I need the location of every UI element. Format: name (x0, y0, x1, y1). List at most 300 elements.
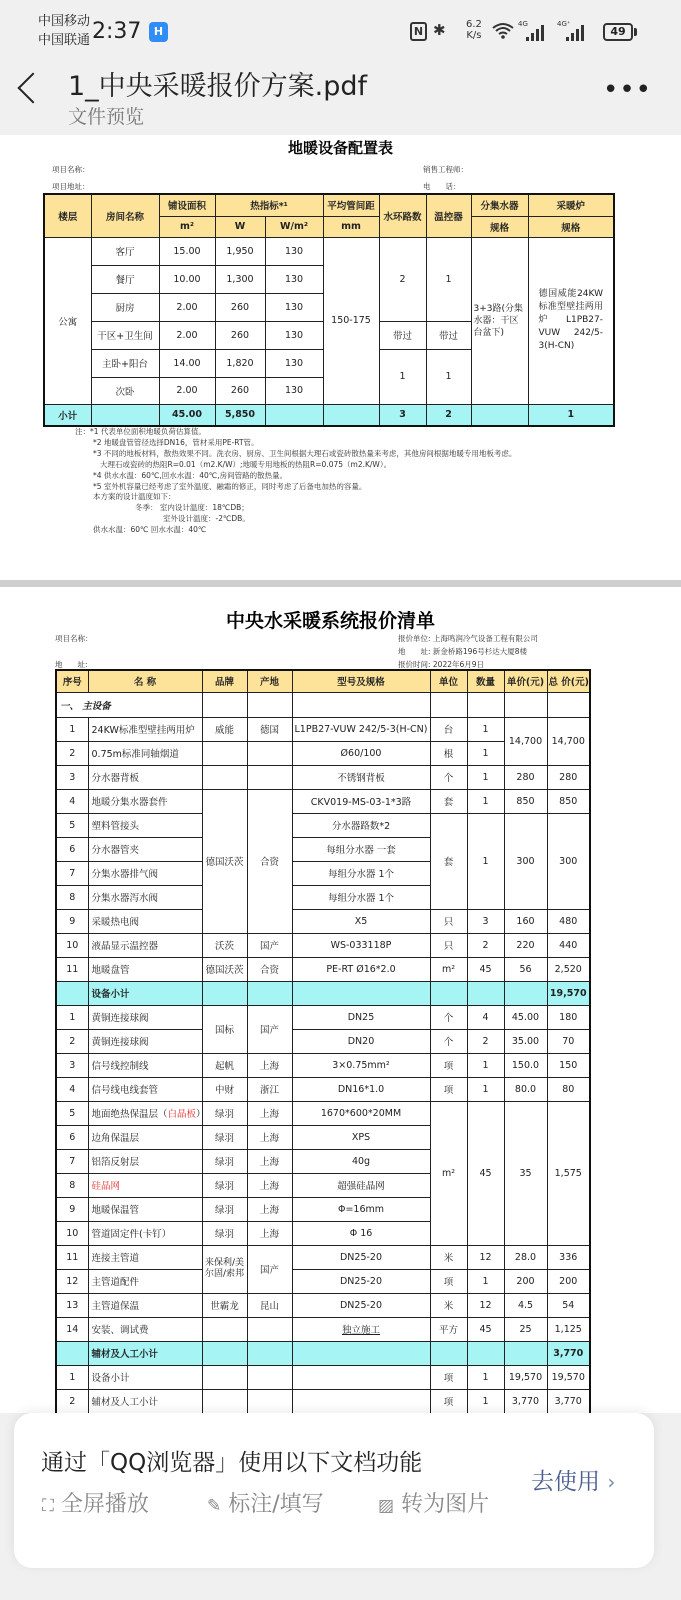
empty-cell (471, 404, 528, 426)
header-manifold: 分集水器 (471, 194, 528, 216)
item-price: 45.00 (504, 1005, 547, 1029)
item-model: DN20 (292, 1029, 430, 1053)
item-price: 160 (504, 909, 547, 933)
network-speed (466, 19, 482, 41)
item-model: DN25-20 (292, 1269, 430, 1293)
empty-cell (247, 981, 292, 1005)
item-no: 7 (56, 1149, 88, 1173)
aux-subtotal-value: 3,770 (547, 1341, 590, 1365)
loops-group-2: 带过 (379, 321, 426, 349)
item-model: Φ=16mm (292, 1197, 430, 1221)
room-watts: 260 (215, 377, 265, 404)
item-origin: 上海 (247, 1197, 292, 1221)
item-name: 地暖分集水器套件 (88, 789, 202, 813)
group-brand: 德国沃茨 (202, 789, 247, 933)
item-name: 信号线控制线 (88, 1053, 202, 1077)
group-brand: 来保利/美尔固/索邦 (202, 1245, 247, 1293)
table-row (56, 717, 590, 741)
item-total: 3,770 (547, 1389, 590, 1413)
item-unit: 米 (430, 1245, 467, 1269)
table-row (56, 1029, 590, 1053)
file-title: 1_中央采暖报价方案.pdf (68, 71, 368, 102)
note-line: 室外设计温度：-2℃DB。 (163, 514, 250, 524)
item-total: 150 (547, 1053, 590, 1077)
nfc-icon: N (410, 22, 427, 41)
fullscreen-icon: ⛶ (42, 1496, 54, 1516)
room-watts: 260 (215, 293, 265, 321)
item-origin: 国产 (247, 933, 292, 957)
feature-to-image[interactable] (378, 1487, 489, 1518)
signal-icon-sim2 (566, 24, 590, 41)
item-origin: 上海 (247, 1125, 292, 1149)
item-no: 11 (56, 1245, 88, 1269)
table-row (56, 957, 590, 981)
subtotal-loops: 3 (379, 404, 426, 426)
section-row (56, 692, 590, 717)
table-row (56, 1317, 590, 1341)
battery-indicator (603, 23, 633, 41)
item-no: 8 (56, 885, 88, 909)
header-area-unit: m² (159, 216, 215, 237)
item-no: 8 (56, 1173, 88, 1197)
empty-cell (504, 981, 547, 1005)
room-area: 2.00 (159, 293, 215, 321)
empty-cell (467, 1341, 504, 1365)
feature-label: 标注/填写 (228, 1492, 324, 1517)
room-watts: 1,950 (215, 237, 265, 265)
header-brand: 品牌 (202, 670, 247, 692)
item-price: 220 (504, 933, 547, 957)
item-no: 6 (56, 1125, 88, 1149)
item-name: 连接主管道 (88, 1245, 202, 1269)
group-qty: 45 (467, 1101, 504, 1245)
item-unit: 台 (430, 717, 467, 741)
address-label: 地 址: (55, 660, 88, 669)
item-brand: 起帆 (202, 1053, 247, 1077)
item-model: 不锈钢背板 (292, 765, 430, 789)
item-name: 安装、调试费 (88, 1317, 202, 1341)
item-qty: 1 (467, 789, 504, 813)
group-origin: 合资 (247, 789, 292, 933)
item-brand: 绿羽 (202, 1173, 247, 1197)
battery-level: 49 (610, 25, 626, 38)
empty-cell (202, 981, 247, 1005)
loops-group-1: 2 (379, 237, 426, 321)
item-brand (202, 765, 247, 789)
item-total: 180 (547, 1005, 590, 1029)
go-use-button[interactable] (531, 1463, 615, 1496)
project-name-label: 项目名称： (52, 165, 90, 174)
group-origin: 国产 (247, 1245, 292, 1293)
item-origin: 合资 (247, 957, 292, 981)
subtotal-thermostat: 2 (426, 404, 471, 426)
item-unit: 只 (430, 909, 467, 933)
item-name: 采暖热电阀 (88, 909, 202, 933)
item-name: 信号线电线套管 (88, 1077, 202, 1101)
empty-cell (467, 692, 504, 717)
room-wm2: 130 (265, 321, 323, 349)
item-no: 13 (56, 1293, 88, 1317)
page2-title: 中央水采暖系统报价清单 (225, 610, 435, 632)
speed-unit: K/s (466, 30, 482, 41)
empty-cell (265, 404, 323, 426)
promo-title: 通过「QQ浏览器」使用以下文档功能 (41, 1450, 423, 1476)
note-line: 注：*1 代表单位面积地暖负荷估算值。 (75, 427, 206, 436)
empty-cell (323, 404, 379, 426)
project-name-label-2: 项目名称： (55, 634, 93, 643)
item-no: 5 (56, 1101, 88, 1125)
item-no: 12 (56, 1269, 88, 1293)
item-qty: 12 (467, 1293, 504, 1317)
empty-cell (56, 981, 88, 1005)
subtotal-area: 45.00 (159, 404, 215, 426)
item-qty: 1 (467, 1389, 504, 1413)
item-total: 1,125 (547, 1317, 590, 1341)
header-manifold-spec: 规格 (471, 216, 528, 237)
quotation-table (55, 669, 591, 1438)
item-price: 56 (504, 957, 547, 981)
item-no: 10 (56, 933, 88, 957)
item-qty: 1 (467, 1053, 504, 1077)
item-origin: 上海 (247, 1149, 292, 1173)
note-line: *3 不同的地板材料，散热效果不同。洗衣房、厨房、卫生间根据大理石或瓷砖散热量来考虑，其他房间根据地暖专用地板考虑。 (93, 448, 517, 458)
table-row (56, 909, 590, 933)
equipment-subtotal-label: 设备小计 (88, 981, 202, 1005)
item-no: 11 (56, 957, 88, 981)
go-use-label: 去使用 (531, 1469, 600, 1495)
item-qty: 1 (467, 765, 504, 789)
item-unit: 个 (430, 1005, 467, 1029)
item-unit: 项 (430, 1365, 467, 1389)
header-loops: 水环路数 (379, 194, 426, 237)
header-origin: 产地 (247, 670, 292, 692)
item-no: 9 (56, 1197, 88, 1221)
item-name: 24KW标准型壁挂两用炉 (88, 717, 202, 741)
item-no: 14 (56, 1317, 88, 1341)
group-unit: 套 (430, 813, 467, 909)
sales-engineer-label: 销售工程师： (423, 165, 468, 174)
item-unit: 只 (430, 933, 467, 957)
group-origin: 国产 (247, 1005, 292, 1053)
item-unit: 平方 (430, 1317, 467, 1341)
item-model: 独立施工 (292, 1317, 430, 1341)
item-model: DN25-20 (292, 1245, 430, 1269)
room-wm2: 130 (265, 349, 323, 377)
item-name: 液晶显示温控器 (88, 933, 202, 957)
item-no: 2 (56, 1389, 88, 1413)
item-model: L1PB27-VUW 242/5-3(H-CN) (292, 717, 430, 741)
item-origin (247, 765, 292, 789)
empty-cell (430, 981, 467, 1005)
subtotal-row (44, 404, 614, 426)
equipment-subtotal-value: 19,570 (547, 981, 590, 1005)
empty-cell (292, 1389, 430, 1413)
phone-label: 电 话： (423, 182, 461, 191)
item-brand: 威能 (202, 717, 247, 741)
item-model: DN25 (292, 1005, 430, 1029)
header-unit-price: 单价(元) (504, 670, 547, 692)
room-watts: 1,820 (215, 349, 265, 377)
item-total: 19,570 (547, 1365, 590, 1389)
group-total: 300 (547, 813, 590, 909)
table-row (56, 1389, 590, 1413)
group-brand: 国标 (202, 1005, 247, 1053)
page1-title: 地暖设备配置表 (287, 139, 393, 157)
item-name: 0.75m标准同轴烟道 (88, 741, 202, 765)
carrier-1: 中国移动 (38, 14, 91, 29)
loops-group-3: 1 (379, 349, 426, 404)
item-total: 336 (547, 1245, 590, 1269)
item-brand: 沃茨 (202, 933, 247, 957)
item-model: 每组分水器 1个 (292, 885, 430, 909)
room-name: 客厅 (91, 237, 159, 265)
empty-cell (430, 692, 467, 717)
subtotal-label: 小计 (44, 404, 91, 426)
item-no: 5 (56, 813, 88, 837)
item-origin: 昆山 (247, 1293, 292, 1317)
item-name: 主管道配件 (88, 1269, 202, 1293)
room-name: 主卧+阳台 (91, 349, 159, 377)
item-name: 分水器背板 (88, 765, 202, 789)
empty-cell (202, 1365, 247, 1389)
header-boiler-spec: 规格 (528, 216, 614, 237)
header-floor: 楼层 (44, 194, 91, 237)
group-price: 300 (504, 813, 547, 909)
table-row (56, 765, 590, 789)
empty-cell (247, 1341, 292, 1365)
item-price: 200 (504, 1269, 547, 1293)
room-wm2: 130 (265, 377, 323, 404)
item-qty: 1 (467, 741, 504, 765)
item-unit: 套 (430, 789, 467, 813)
quote-date: 报价时间: 2022年6月9日 (398, 660, 485, 669)
header-thermostat: 温控器 (426, 194, 471, 237)
equipment-subtotal-row (56, 981, 590, 1005)
item-unit: 项 (430, 1389, 467, 1413)
item-price: 25 (504, 1317, 547, 1341)
item-no: 7 (56, 861, 88, 885)
item-total: 440 (547, 933, 590, 957)
item-name: 黄铜连接球阀 (88, 1029, 202, 1053)
aux-subtotal-label: 辅材及人工小计 (88, 1341, 202, 1365)
note-line: 冬季： 室内设计温度：18℃DB； (135, 503, 249, 513)
item-no: 2 (56, 741, 88, 765)
item-model: DN25-20 (292, 1293, 430, 1317)
item-price: 3,770 (504, 1389, 547, 1413)
item-name: 分水器管夹 (88, 837, 202, 861)
item-name: 地暖盘管 (88, 957, 202, 981)
item-model: 40g (292, 1149, 430, 1173)
empty-cell (292, 981, 430, 1005)
item-unit: 项 (430, 1053, 467, 1077)
item-brand (202, 741, 247, 765)
table-row (56, 1269, 590, 1293)
room-area: 10.00 (159, 265, 215, 293)
item-origin: 浙江 (247, 1077, 292, 1101)
header-spacing-unit: mm (323, 216, 379, 237)
notes-block (75, 427, 516, 536)
subtotal-watts: 5,850 (215, 404, 265, 426)
table-row (56, 1077, 590, 1101)
item-brand: 世霸龙 (202, 1293, 247, 1317)
item-qty: 1 (467, 1269, 504, 1293)
header-heat-w: W (215, 216, 265, 237)
aux-subtotal-row (56, 1341, 590, 1365)
quote-address: 地 址: 新金桥路196号杉达大厦8楼 (398, 647, 527, 656)
item-name: 地暖保温管 (88, 1197, 202, 1221)
item-brand: 绿羽 (202, 1149, 247, 1173)
item-no: 2 (56, 1029, 88, 1053)
item-price: 850 (504, 789, 547, 813)
item-total: 80 (547, 1077, 590, 1101)
boiler-spec: 德国威能24KW标准型壁挂两用炉L1PB27-VUW 242/5-3(H-CN) (528, 237, 614, 404)
empty-cell (91, 404, 159, 426)
room-wm2: 130 (265, 265, 323, 293)
empty-cell (56, 1341, 88, 1365)
item-total: 54 (547, 1293, 590, 1317)
item-total: 280 (547, 765, 590, 789)
item-model: XPS (292, 1125, 430, 1149)
table-row (56, 789, 590, 813)
carrier-2: 中国联通 (38, 33, 91, 48)
note-line: 供水水温：60℃ 回水水温：40℃ (93, 525, 207, 535)
item-total: 2,520 (547, 957, 590, 981)
item-model: Ø60/100 (292, 741, 430, 765)
item-no: 1 (56, 1365, 88, 1389)
item-model: WS-033118P (292, 933, 430, 957)
item-price: 4.5 (504, 1293, 547, 1317)
item-model: 1670*600*20MM (292, 1101, 430, 1125)
item-qty: 2 (467, 1029, 504, 1053)
empty-cell (247, 692, 292, 717)
item-no: 1 (56, 1005, 88, 1029)
item-qty: 2 (467, 933, 504, 957)
group-total: 1,575 (547, 1101, 590, 1245)
header-room: 房间名称 (91, 194, 159, 237)
item-name: 塑料管接头 (88, 813, 202, 837)
empty-cell (202, 1389, 247, 1413)
item-name-text: 地面绝热保温层（ (91, 1109, 168, 1120)
group-unit: m² (430, 1101, 467, 1245)
annotate-icon: ✎ (207, 1496, 222, 1516)
item-price: 150.0 (504, 1053, 547, 1077)
item-model: 3×0.75mm² (292, 1053, 430, 1077)
item-total: 14,700 (547, 717, 590, 765)
project-address-label: 项目地址： (52, 182, 90, 191)
note-line: *4 供水水温：60℃,回水水温：40℃,房间管路的散热量。 (93, 470, 288, 480)
room-wm2: 130 (265, 237, 323, 265)
group-qty: 1 (467, 813, 504, 909)
item-origin (247, 1317, 292, 1341)
item-name: 主管道保温 (88, 1293, 202, 1317)
bluetooth-icon: ✱ (433, 21, 446, 39)
file-subtitle: 文件预览 (68, 106, 145, 128)
item-model: Φ 16 (292, 1221, 430, 1245)
item-no: 9 (56, 909, 88, 933)
more-options-icon[interactable]: ••• (603, 75, 653, 105)
item-brand: 绿羽 (202, 1125, 247, 1149)
subtotal-boiler: 1 (528, 404, 614, 426)
item-qty: 1 (467, 1365, 504, 1389)
feature-label: 转为图片 (401, 1492, 490, 1517)
chevron-right-icon: › (607, 1470, 616, 1494)
room-watts: 1,300 (215, 265, 265, 293)
quote-company: 报价单位: 上海鸣润冷气设备工程有限公司 (398, 634, 538, 643)
feature-fullscreen[interactable] (42, 1487, 149, 1518)
room-area: 15.00 (159, 237, 215, 265)
image-icon: ▨ (378, 1496, 395, 1516)
wifi-icon (492, 22, 514, 40)
item-name: 黄铜连接球阀 (88, 1005, 202, 1029)
item-total: 850 (547, 789, 590, 813)
item-brand: 德国沃茨 (202, 957, 247, 981)
item-brand: 绿羽 (202, 1221, 247, 1245)
header-spacing: 平均管间距 (323, 194, 379, 216)
item-qty: 45 (467, 1317, 504, 1341)
item-unit: 项 (430, 1077, 467, 1101)
item-model: CKV019-MS-03-1*3路 (292, 789, 430, 813)
item-name: 分集水器泻水阀 (88, 885, 202, 909)
header-heat-wm2: W/m² (265, 216, 323, 237)
item-price: 14,700 (504, 717, 547, 765)
item-unit: m² (430, 957, 467, 981)
item-qty: 4 (467, 1005, 504, 1029)
header-no: 序号 (56, 670, 88, 692)
room-wm2: 130 (265, 293, 323, 321)
section-main-equipment: 一、 主设备 (56, 692, 202, 717)
item-qty: 3 (467, 909, 504, 933)
item-model: 超强硅晶网 (292, 1173, 430, 1197)
clock: 2:37 (92, 19, 142, 44)
item-qty: 45 (467, 957, 504, 981)
item-origin: 上海 (247, 1221, 292, 1245)
empty-cell (547, 692, 590, 717)
item-model: 每组分水器 1个 (292, 861, 430, 885)
item-no: 1 (56, 717, 88, 741)
note-line: 本方案的设计温度如下： (93, 492, 176, 502)
item-model: 分水器路数*2 (292, 813, 430, 837)
header-name: 名 称 (88, 670, 202, 692)
item-no: 4 (56, 1077, 88, 1101)
thermostat-group-3: 1 (426, 349, 471, 404)
item-qty: 1 (467, 1077, 504, 1101)
room-name: 次卧 (91, 377, 159, 404)
empty-cell (247, 1389, 292, 1413)
item-origin: 上海 (247, 1101, 292, 1125)
empty-cell (504, 1341, 547, 1365)
item-no: 10 (56, 1221, 88, 1245)
empty-cell (202, 692, 247, 717)
header-heat-index: 热指标*¹ (215, 194, 323, 216)
item-name: 边角保温层 (88, 1125, 202, 1149)
item-unit: 项 (430, 1269, 467, 1293)
item-brand (202, 1317, 247, 1341)
item-no: 4 (56, 789, 88, 813)
back-chevron-icon[interactable] (17, 72, 48, 103)
feature-annotate[interactable] (207, 1487, 324, 1518)
sim1-network-type: 4G (518, 20, 528, 28)
item-name: 铝箔反射层 (88, 1149, 202, 1173)
empty-cell (247, 1365, 292, 1389)
table-row (44, 237, 614, 265)
table-row (56, 813, 590, 837)
item-price: 80.0 (504, 1077, 547, 1101)
battery-tip (634, 28, 637, 36)
item-total: 480 (547, 909, 590, 933)
note-line: 大理石或瓷砖的热阻R=0.01（m2.K/W）;地暖专用地板的热阻R=0.075（m2.K/W）。 (100, 459, 392, 469)
header-boiler: 采暖炉 (528, 194, 614, 216)
spacing-value: 150-175 (323, 237, 379, 404)
